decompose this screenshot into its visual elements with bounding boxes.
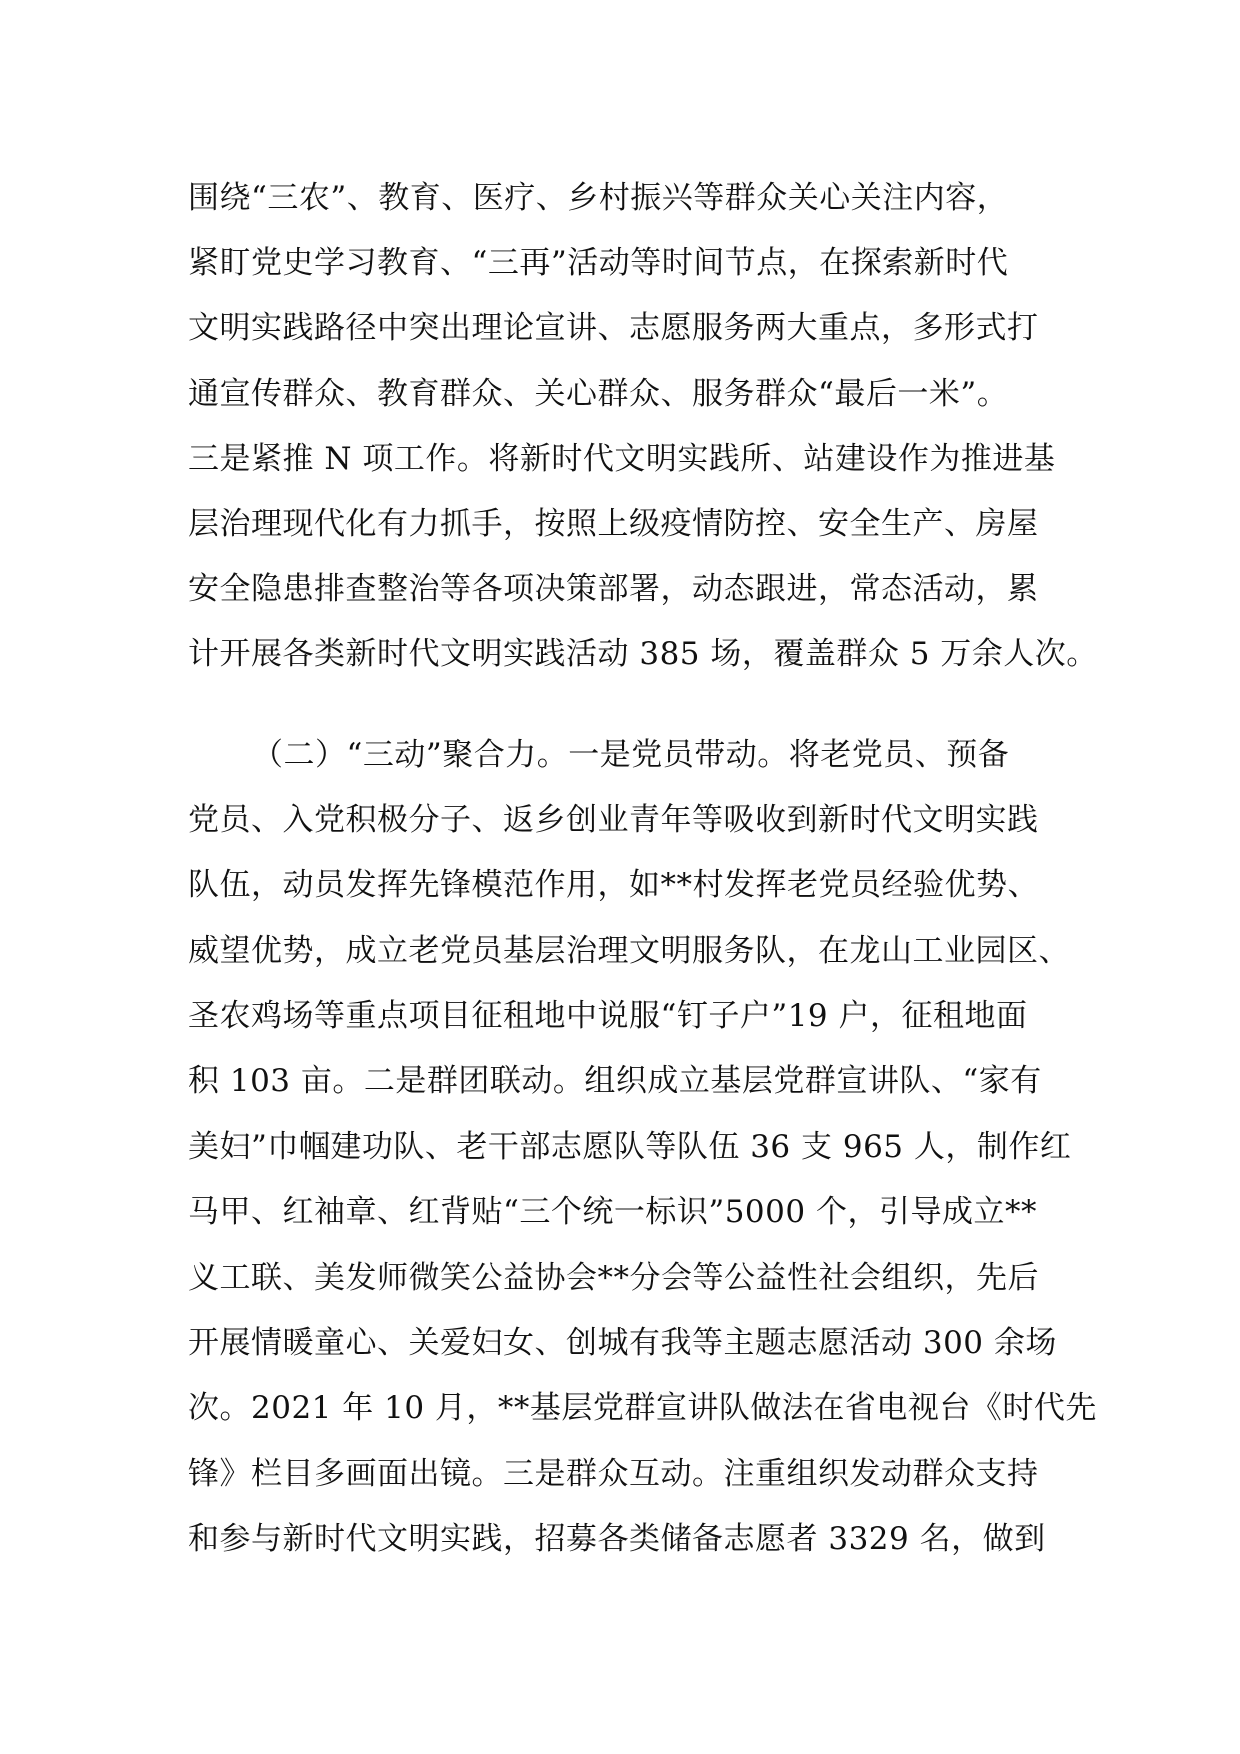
- text-line: 威望优势，成立老党员基层治理文明服务队，在龙山工业园区、: [188, 932, 1070, 969]
- text-line: 圣农鸡场等重点项目征租地中说服“钉子户”19 户，征租地面: [188, 998, 1028, 1035]
- text-line: 积 103 亩。二是群团联动。组织成立基层党群宣讲队、“家有: [188, 1063, 1042, 1100]
- text-line: 次。2021 年 10 月，**基层党群宣讲队做法在省电视台《时代先: [188, 1390, 1097, 1427]
- text-line: 紧盯党史学习教育、“三再”活动等时间节点，在探索新时代: [188, 245, 1009, 282]
- text-line: 义工联、美发师微笑公益协会**分会等公益性社会组织，先后: [188, 1259, 1039, 1296]
- text-line: 三是紧推 N 项工作。将新时代文明实践所、站建设作为推进基: [188, 440, 1056, 477]
- paragraph-1: [188, 166, 1098, 688]
- text-line: 党员、入党积极分子、返乡创业青年等吸收到新时代文明实践: [188, 801, 1039, 838]
- text-line: 层治理现代化有力抓手，按照上级疫情防控、安全生产、房屋: [188, 505, 1039, 542]
- text-line: 通宣传群众、教育群众、关心群众、服务群众“最后一米”。: [188, 375, 1009, 412]
- text-line: 锋》栏目多画面出镜。三是群众互动。注重组织发动群众支持: [188, 1455, 1039, 1492]
- text-line: 围绕“三农”、教育、医疗、乡村振兴等群众关心关注内容，: [188, 180, 1009, 216]
- text-line: 文明实践路径中突出理论宣讲、志愿服务两大重点，多形式打: [188, 310, 1039, 347]
- text-line: （二）“三动”聚合力。一是党员带动。将老党员、预备: [252, 736, 1010, 773]
- text-line: 美妇”巾帼建功队、老干部志愿队等队伍 36 支 965 人，制作红: [188, 1128, 1072, 1165]
- text-line: 安全隐患排查整治等各项决策部署，动态跟进，常态活动，累: [188, 571, 1039, 608]
- text-line: 马甲、红袖章、红背贴“三个统一标识”5000 个，引导成立**: [188, 1194, 1037, 1231]
- text-line: 开展情暖童心、关爱妇女、创城有我等主题志愿活动 300 余场: [188, 1325, 1057, 1362]
- paragraph-2: [188, 723, 1097, 1573]
- text-line: 队伍，动员发挥先锋模范作用，如**村发挥老党员经验优势、: [188, 867, 1039, 904]
- text-line: 计开展各类新时代文明实践活动 385 场，覆盖群众 5 万余人次。: [188, 636, 1098, 673]
- text-line: 和参与新时代文明实践，招募各类储备志愿者 3329 名，做到: [188, 1521, 1046, 1558]
- document-body: [188, 166, 1098, 1573]
